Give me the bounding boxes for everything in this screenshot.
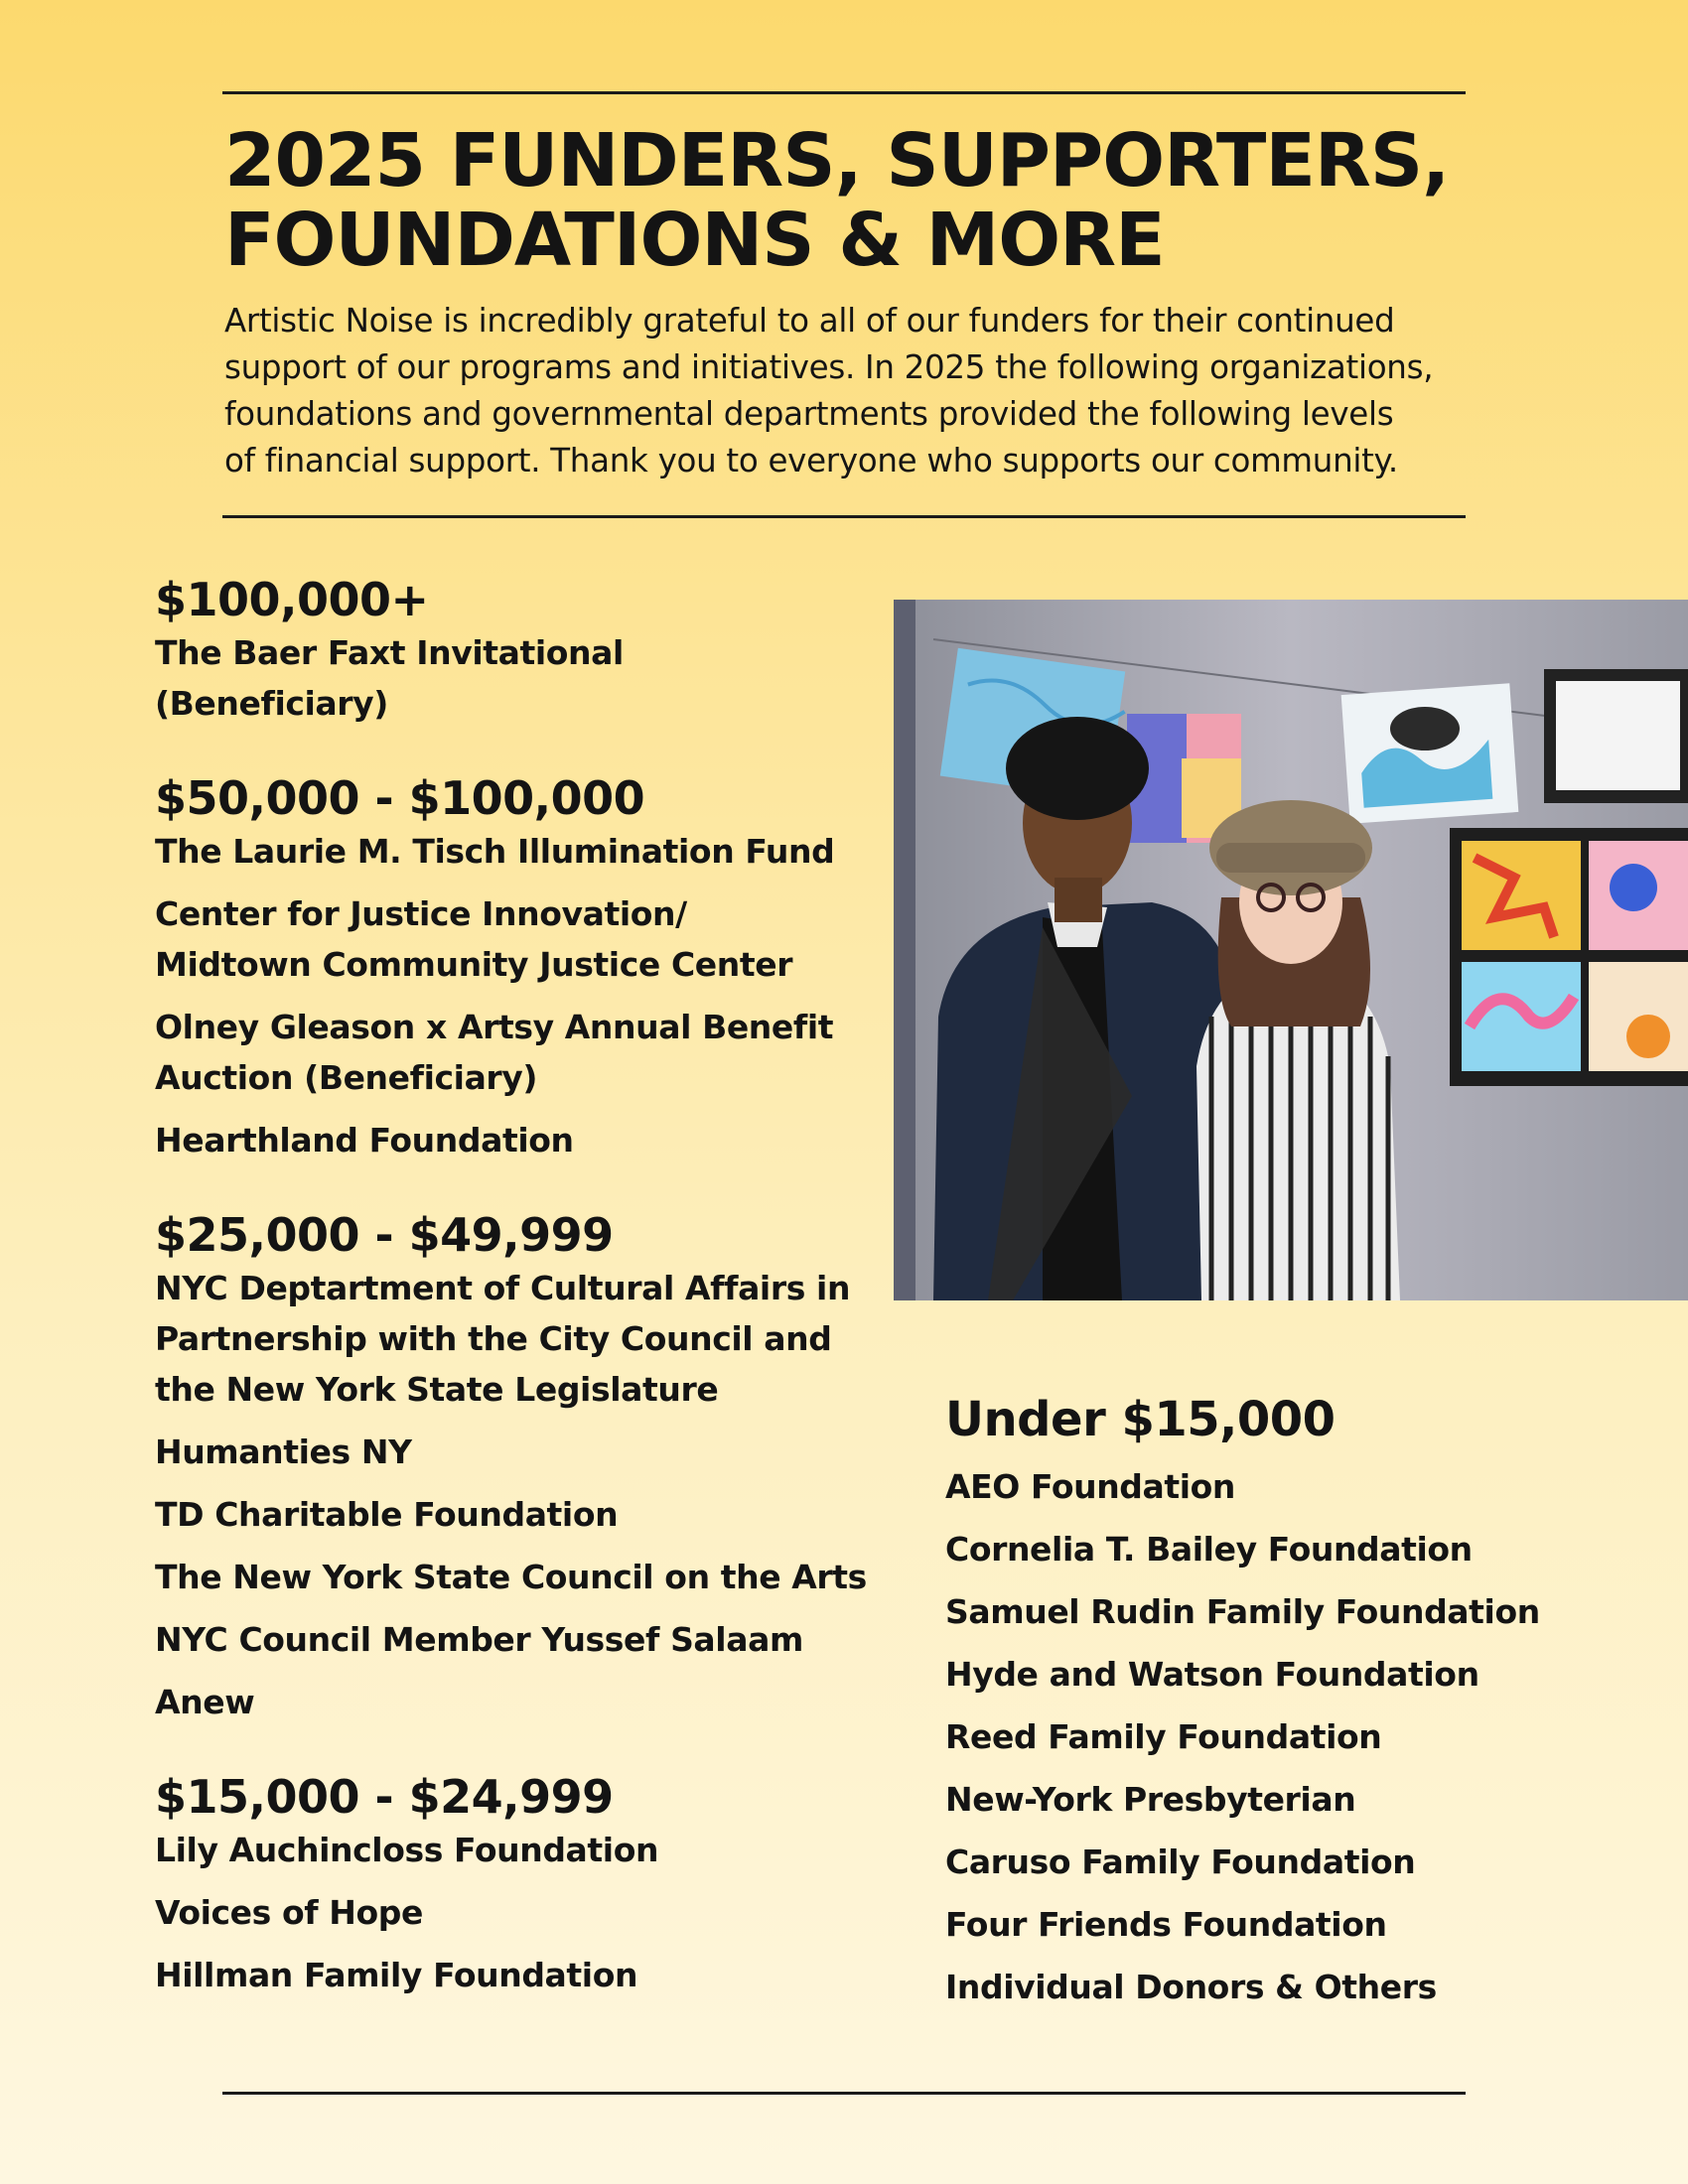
- right-column: [945, 1390, 1581, 2012]
- photo-illustration: [894, 600, 1688, 1300]
- tier-50k: [155, 770, 870, 1165]
- funder-item: Voices of Hope: [155, 1893, 424, 1932]
- intro-line: of financial support. Thank you to everyone who supports our community.: [224, 442, 1398, 479]
- funder-item: the New York State Legislature: [155, 1370, 719, 1409]
- funder-item: Anew: [155, 1683, 255, 1721]
- funder-item: Auction (Beneficiary): [155, 1058, 538, 1097]
- intro-line: Artistic Noise is incredibly grateful to all of our funders for their continued: [224, 302, 1395, 340]
- tier-25k: [155, 1207, 870, 1727]
- bottom-divider: [222, 2092, 1466, 2095]
- tier-100k: [155, 572, 870, 729]
- tier-heading: $50,000 - $100,000: [155, 771, 645, 825]
- funder-item: Hillman Family Foundation: [155, 1956, 638, 1994]
- tier-heading: $25,000 - $49,999: [155, 1208, 614, 1262]
- funder-item: The New York State Council on the Arts: [155, 1558, 867, 1596]
- intro-line: support of our programs and initiatives. In 2025 the following organizations,: [224, 348, 1434, 386]
- intro-paragraph: [224, 298, 1466, 484]
- funder-item: Cornelia T. Bailey Foundation: [945, 1530, 1473, 1569]
- title-line-2: FOUNDATIONS & MORE: [224, 198, 1165, 283]
- funder-item: Partnership with the City Council and: [155, 1319, 832, 1358]
- tier-heading: $15,000 - $24,999: [155, 1770, 614, 1824]
- tier-under-15k: [945, 1390, 1581, 2012]
- intro-line: foundations and governmental departments provided the following levels: [224, 395, 1394, 433]
- funder-item: Lily Auchincloss Foundation: [155, 1831, 659, 1869]
- funder-item: AEO Foundation: [945, 1467, 1236, 1506]
- tier-heading: Under $15,000: [945, 1392, 1336, 1447]
- funder-item: Hearthland Foundation: [155, 1121, 574, 1160]
- tier-heading: $100,000+: [155, 573, 429, 626]
- top-divider: [222, 91, 1466, 94]
- funder-item: Caruso Family Foundation: [945, 1843, 1416, 1881]
- funder-item: NYC Council Member Yussef Salaam: [155, 1620, 803, 1659]
- left-column: [155, 572, 870, 2000]
- funder-item: The Laurie M. Tisch Illumination Fund: [155, 832, 835, 871]
- title-line-1: 2025 FUNDERS, SUPPORTERS,: [224, 118, 1450, 204]
- page-title: [224, 118, 1466, 283]
- funder-item: NYC Deptartment of Cultural Affairs in: [155, 1269, 851, 1307]
- funder-item: Reed Family Foundation: [945, 1717, 1382, 1756]
- funder-item: Hyde and Watson Foundation: [945, 1655, 1479, 1694]
- funder-item: Individual Donors & Others: [945, 1968, 1437, 2006]
- funder-item: Midtown Community Justice Center: [155, 945, 793, 984]
- funders-photo: [894, 600, 1688, 1300]
- funder-item: Samuel Rudin Family Foundation: [945, 1592, 1540, 1631]
- funder-item: Center for Justice Innovation/: [155, 894, 687, 933]
- tier-15k: [155, 1769, 870, 2000]
- header-divider: [222, 515, 1466, 518]
- funder-item: TD Charitable Foundation: [155, 1495, 619, 1534]
- funder-item: Four Friends Foundation: [945, 1905, 1387, 1944]
- funder-item: Olney Gleason x Artsy Annual Benefit: [155, 1008, 834, 1046]
- funder-item: New-York Presbyterian: [945, 1780, 1356, 1819]
- funder-item: The Baer Faxt Invitational: [155, 633, 624, 672]
- funder-item: (Beneficiary): [155, 684, 388, 723]
- funder-item: Humanties NY: [155, 1433, 412, 1471]
